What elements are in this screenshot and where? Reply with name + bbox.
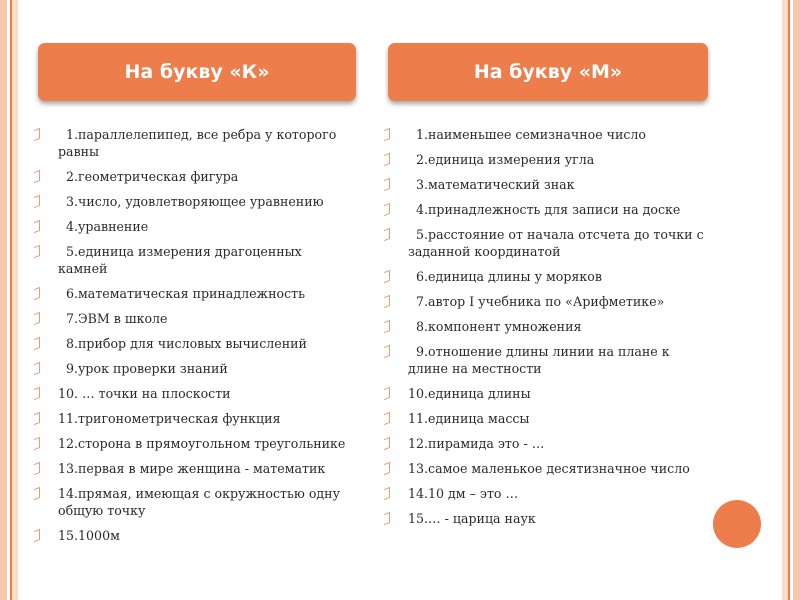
bullet-icon — [34, 387, 40, 400]
list-item-text: 9.отношение длины линии на плане к длине на местности — [408, 344, 670, 376]
bullet-icon — [34, 195, 40, 208]
bullet-icon — [34, 437, 40, 450]
list-item-text: 6.единица длины у моряков — [416, 269, 602, 284]
list-item — [384, 201, 706, 218]
list-item-text: 5.расстояние от начала отсчета до точки с заданной координатой — [408, 227, 704, 259]
bullet-icon — [34, 487, 40, 500]
list-item-text: 11.тригонометрическая функция — [58, 411, 281, 426]
list-item — [34, 460, 352, 477]
list-item — [34, 335, 352, 352]
list-item-text: 2.единица измерения угла — [416, 152, 595, 167]
list-item-text: 11.единица массы — [408, 411, 530, 426]
list-item — [34, 243, 352, 277]
bullet-icon — [384, 178, 390, 191]
list-item-text: 1.наименьшее семизначное число — [416, 127, 647, 142]
left-decorative-stripes — [0, 0, 18, 600]
bullet-icon — [384, 487, 390, 500]
list-item-text: 12.сторона в прямоугольном треугольнике — [58, 436, 346, 451]
list-item-text: 8.прибор для числовых вычислений — [66, 336, 307, 351]
list-item-text: 12.пирамида это - … — [408, 436, 545, 451]
list-item — [34, 527, 352, 544]
list-item — [34, 310, 352, 327]
list-item — [384, 268, 706, 285]
list-item — [34, 126, 352, 160]
list-item — [34, 360, 352, 377]
list-item — [384, 151, 706, 168]
bullet-icon — [34, 245, 40, 258]
bullet-icon — [384, 512, 390, 525]
bullet-icon — [34, 529, 40, 542]
list-item — [384, 510, 706, 527]
list-item — [384, 435, 706, 452]
bullet-icon — [384, 320, 390, 333]
list-item-text: 1.параллелепипед, все ребра у которого равны — [58, 127, 337, 159]
bullet-icon — [34, 170, 40, 183]
list-item — [384, 343, 706, 377]
bullet-icon — [384, 295, 390, 308]
list-item — [384, 318, 706, 335]
list-item-text: 4.принадлежность для записи на доске — [416, 202, 681, 217]
bullet-icon — [34, 362, 40, 375]
bullet-icon — [384, 387, 390, 400]
header-letter-m: На букву «М» — [388, 43, 708, 101]
list-item-text: 8.компонент умножения — [416, 319, 582, 334]
list-item-text: 14.прямая, имеющая с окружностью одну общую точку — [58, 486, 340, 518]
list-item — [384, 385, 706, 402]
right-decorative-stripes — [782, 0, 800, 600]
list-item — [34, 485, 352, 519]
list-item — [384, 176, 706, 193]
bullet-icon — [34, 287, 40, 300]
bullet-icon — [384, 270, 390, 283]
list-item — [384, 410, 706, 427]
bullet-icon — [34, 337, 40, 350]
list-item-text: 7.автор I учебника по «Арифметике» — [416, 294, 665, 309]
list-item — [34, 285, 352, 302]
list-letter-k — [34, 126, 352, 552]
list-item — [384, 485, 706, 502]
list-item-text: 9.урок проверки знаний — [66, 361, 228, 376]
list-item-text: 3.математический знак — [416, 177, 575, 192]
bullet-icon — [34, 128, 40, 141]
bullet-icon — [384, 462, 390, 475]
list-item-text: 14.10 дм – это … — [408, 486, 519, 501]
list-item-text: 5.единица измерения драгоценных камней — [58, 244, 302, 276]
bullet-icon — [34, 312, 40, 325]
list-item — [34, 435, 352, 452]
list-item — [34, 385, 352, 402]
bullet-icon — [384, 128, 390, 141]
list-item-text: 7.ЭВМ в школе — [66, 311, 168, 326]
list-item-text: 3.число, удовлетворяющее уравнению — [66, 194, 324, 209]
list-item — [384, 126, 706, 143]
list-item-text: 6.математическая принадлежность — [66, 286, 305, 301]
list-item-text: 2.геометрическая фигура — [66, 169, 239, 184]
bullet-icon — [384, 345, 390, 358]
bullet-icon — [34, 220, 40, 233]
bullet-icon — [384, 412, 390, 425]
list-item — [34, 193, 352, 210]
bullet-icon — [34, 462, 40, 475]
decorative-circle — [713, 500, 761, 548]
list-item-text: 13.первая в мире женщина - математик — [58, 461, 326, 476]
bullet-icon — [384, 153, 390, 166]
bullet-icon — [34, 412, 40, 425]
list-item — [34, 168, 352, 185]
list-item-text: 15.1000м — [58, 528, 120, 543]
bullet-icon — [384, 437, 390, 450]
list-item — [384, 226, 706, 260]
list-item-text: 10.единица длины — [408, 386, 531, 401]
list-item-text: 10. … точки на плоскости — [58, 386, 231, 401]
list-item-text: 15.… - царица наук — [408, 511, 536, 526]
list-letter-m — [384, 126, 706, 535]
list-item — [34, 410, 352, 427]
list-item — [34, 218, 352, 235]
list-item-text: 4.уравнение — [66, 219, 149, 234]
bullet-icon — [384, 228, 390, 241]
list-item — [384, 460, 706, 477]
list-item-text: 13.самое маленькое десятизначное число — [408, 461, 690, 476]
list-item — [384, 293, 706, 310]
bullet-icon — [384, 203, 390, 216]
header-letter-k: На букву «К» — [38, 43, 356, 101]
